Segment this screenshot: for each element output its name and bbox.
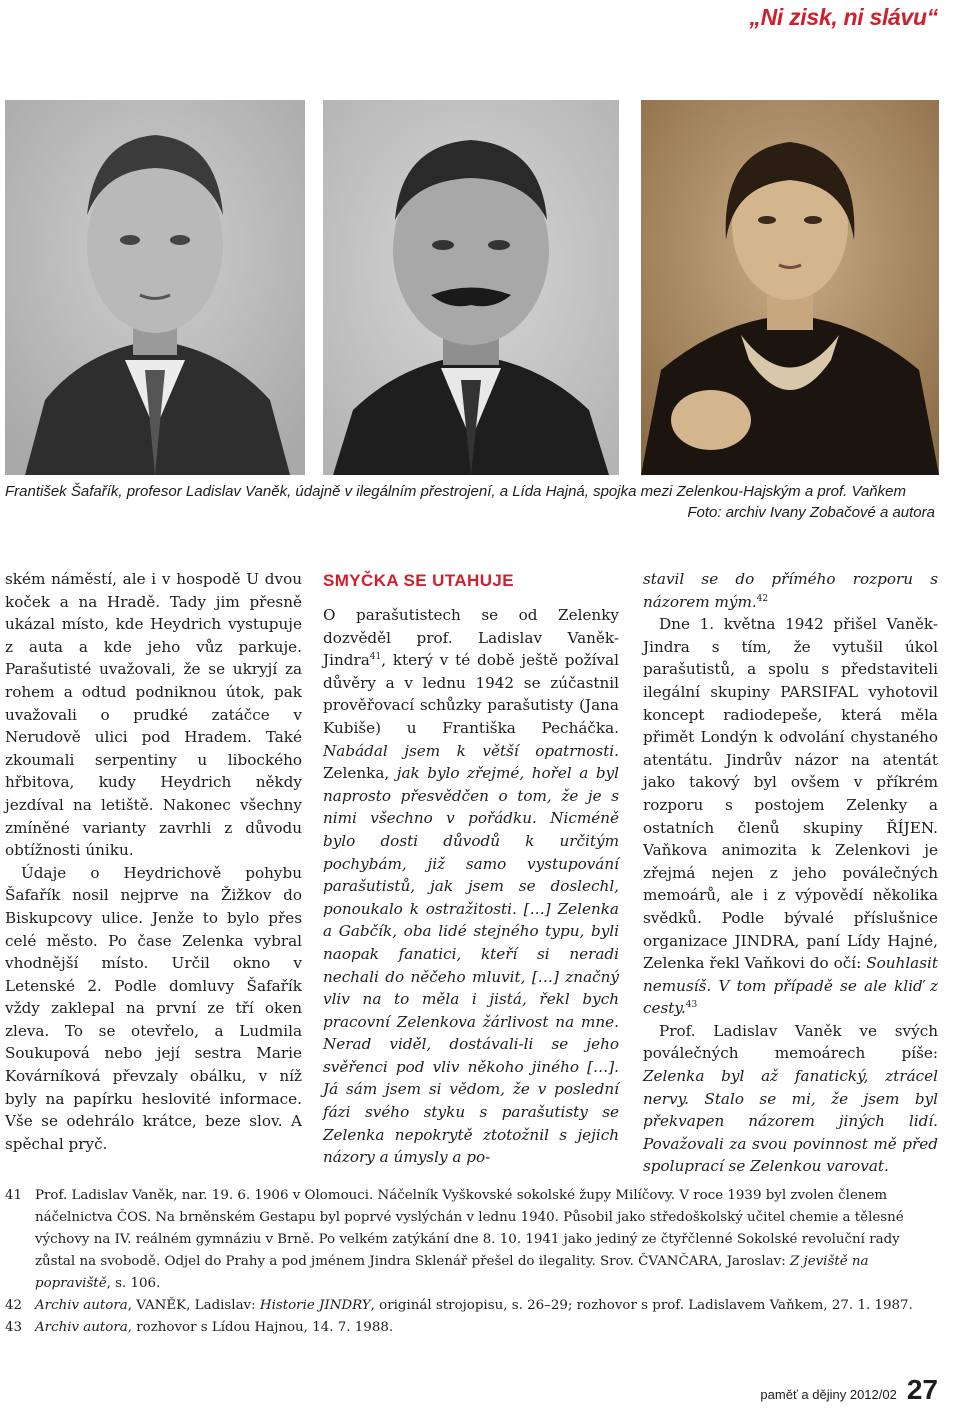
photo-ladislav-vanek [323,100,619,475]
section-heading: SMYČKA SE UTAHUJE [323,571,514,590]
text-run: O parašutistech se od Zelenky dozvěděl prof. Ladislav Vaněk-Jindra [323,606,619,670]
photo-safarik-image [5,100,305,475]
paragraph [643,568,938,613]
quote-run: jak bylo zřejmé, hořel a byl naprosto přesvědčen o tom, že je s nimi všechno v pořádku. Nicméně bylo dosti důvodů k určitým pochybám, již samo vystupování parašutistů, jak jsem se doslechl, ponoukalo k ostražitosti. […] Zelenka a Gabčík, oba lidé stejného typu, byli naopak fanatici, kteří si neradi nechali do něčeho mluvit, […] značný vliv na to měla i jistá, řekl bych pracovní Zelenkova žárlivost na mne. Nerad viděl, dostávali-li se jeho svěřenci pod vliv někoho jiného […]. Já sám jsem si vědom, že v poslední fázi svého styku s parašutisty se Zelenka nepokrytě ztotožnil s jejich názory a úmysly a po- [323,764,619,1167]
photo-credit: Foto: archiv Ivany Zobačové a autora [687,504,935,521]
quote-run: Zelenka byl až fanatický, ztrácel nervy. Stalo se mi, že jsem byl překvapen názorem jiných lidí. Považovali za svou povinnost mě před spoluprací se Zelenkou varovat. [643,1067,938,1176]
footnote-number: 43 [5,1320,23,1335]
footnotes [5,1185,940,1339]
photo-frantisek-safarik [5,100,305,475]
footnote-42 [5,1295,940,1317]
caption-text: František Šafařík, profesor Ladislav Vaněk, údajně v ilegálním přestrojení, a Lída Hajná, spojka mezi Zelenkou-Hajským a prof. Vaňkem [5,483,906,500]
running-header-title: „Ni zisk, ni slávu“ [749,4,938,30]
title-run: Archiv autora [35,1298,128,1313]
text-run: , originál strojopisu, s. 26–29; rozhovor s prof. Ladislavem Vaňkem, 27. 1. 1987. [370,1298,913,1313]
paragraph: Údaje o Heydrichově pohybu Šafařík nosil nejprve na Žižkov do Biskupcovy ulice. Jenže to bylo přes celé město. Po čase Zelenka vybral vhodnější místo. Určil okno v Letenské 2. Podle domluvy Šafařík vždy zaklepal na první ze tří oken zleva. To se otevřelo, a Ludmila Soukupová nebo její sestra Marie Kovárníková převzaly obálku, v níž byly na papírku heslovité informace. Vše se odehrálo krátce, beze slov. A spěchal pryč. [5,863,302,1153]
text-run: Prof. Ladislav Vaněk, nar. 19. 6. 1906 v Olomouci. Náčelník Vyškovské sokolské župy Milíčovy. V roce 1939 byl zvolen členem náčelnictva ČOS. Na brněnském Gestapu byl poprvé vyslýchán v lednu 1940. Působil jako středoškolský učitel chemie a tělesné výchovy na IV. reálném gymnáziu v Brně. Po velkém zatýkání dne 8. 10. 1941 jako jediný ze čtyřčlenné Sokolské revoluční rady zůstal na svobodě. Odjel do Prahy a pod jménem Jindra Sklenář přešel do ilegality. Srov. ČVANČARA, Jaroslav: [35,1188,904,1269]
photo-strip [5,100,939,475]
text-run: , s. 106. [106,1276,161,1291]
quote-run: Nabádal jsem k větší opatrnosti. [323,741,619,760]
photo-hajna-image [641,100,939,475]
figure-caption [5,481,935,523]
text-column-1 [5,568,302,1155]
text-run: Prof. Ladislav Vaněk ve svých poválečných memoárech píše: [643,1021,938,1063]
footnote-number: 42 [5,1298,23,1313]
text-column-3 [643,568,938,1178]
text-run: , rozhovor s Lídou Hajnou, 14. 7. 1988. [127,1320,394,1335]
text-run: Dne 1. května 1942 přišel Vaněk-Jindra s tím, že vytušil úkol parašutistů, a spolu s představiteli ilegální skupiny PARSIFAL vyhotovil koncept radiodepeše, která měla přimět Londýn k odvolání chystaného atentátu. Jindrův názor na atentát jako takový byl ovšem v příkrém rozporu s postojem Zelenky a ostatních členů skupiny ŘÍJEN. Vaňkova animozita k Zelenkovi je zřejmá nejen z jeho poválečných memoárů, ale i z výpovědí několika svědků. Podle bývalé příslušnice organizace JINDRA, paní Lídy Hajné, Zelenka řekl Vaňkovi do očí: [643,615,938,973]
text-run: Zelenka, [323,764,397,783]
title-run: Historie JINDRY [259,1298,371,1313]
paragraph [323,604,619,1169]
paragraph: ském náměstí, ale i v hospodě U dvou koček a na Hradě. Tady jim přesně ukázal místo, kde Heydrich vystupuje z auta a kde jeho vůz parkuje. Parašutisté uvažovali, že se ukryjí za rohem a odtud podniknou útok, pak uvažovali o prudké zatáčce v Nerudově ulici pod Hradem. Také zkoumali serpentiny u libockého hřbitova, kudy Heydrich někdy jezdíval na letiště. Nakonec všechny zmíněné varianty zavrhli z důvodu obtížnosti úniku. [5,570,302,860]
quote-run: Souhlasit nemusíš. V tom případě se ale kliď z cesty. [643,954,938,1018]
page-footer [760,1374,938,1406]
paragraph [643,613,938,1020]
footnote-ref[interactable]: 42 [756,593,769,604]
paragraph [643,1020,938,1178]
footnote-41 [5,1185,940,1295]
quote-run: stavil se do přímého rozporu s názorem mým. [643,570,938,611]
text-column-2 [323,568,619,1169]
title-run: Z jeviště na popraviště [35,1254,869,1291]
photo-vanek-image [323,100,619,475]
text-run: , který v té době ještě požíval důvěry a v lednu 1942 se zúčastnil prověřovací schůzky parašutisty (Jana Kubiše) u Františka Pecháčka. [323,651,619,737]
footnote-ref[interactable]: 41 [369,652,382,663]
page-number: 27 [906,1374,938,1405]
journal-name: paměť a dějiny 2012/02 [760,1387,897,1402]
text-run: , VANĚK, Ladislav: [127,1298,260,1313]
footnote-ref[interactable]: 43 [685,1000,698,1011]
footnote-43 [5,1317,940,1339]
footnote-number: 41 [5,1188,23,1203]
title-run: Archiv autora [35,1320,128,1335]
photo-lida-hajna [641,100,939,475]
